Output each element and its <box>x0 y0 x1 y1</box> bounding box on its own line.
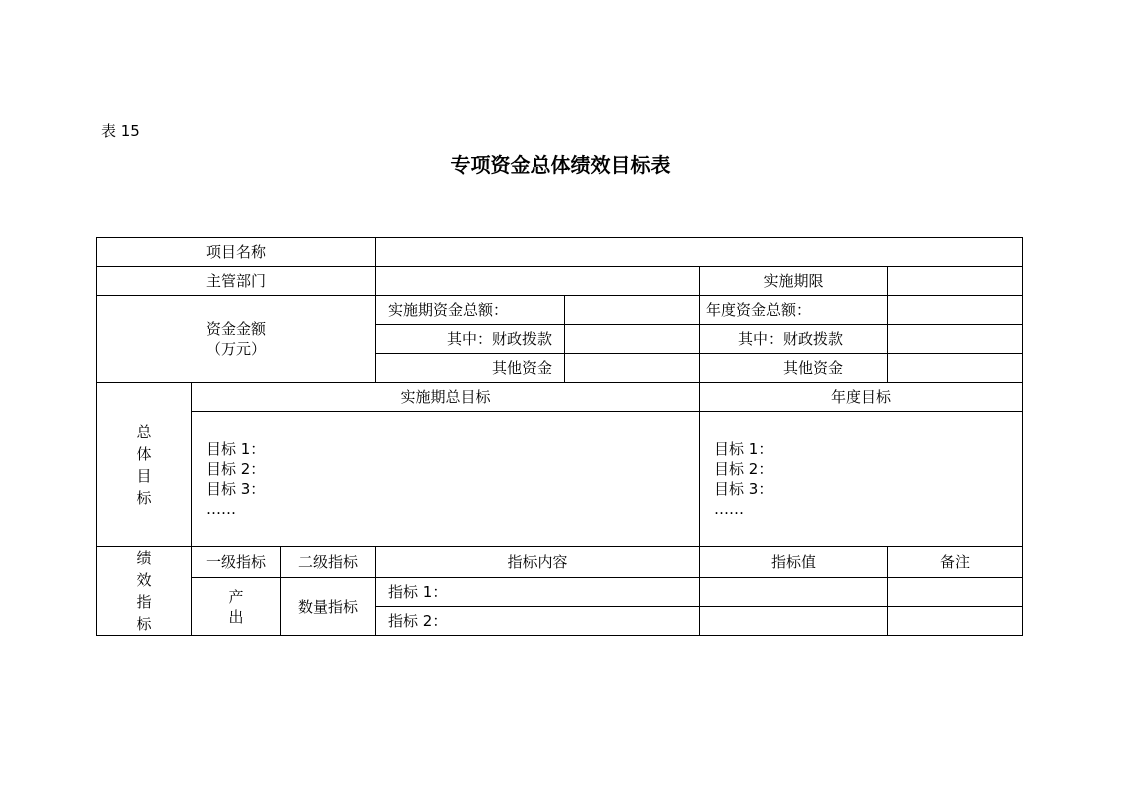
table-number: 表 15 <box>101 122 140 140</box>
row-goal-headers <box>97 383 1023 412</box>
row-funds-total <box>97 296 1023 325</box>
performance-target-table <box>96 237 1023 636</box>
department-label: 主管部门 <box>97 267 376 296</box>
col-content-header: 指标内容 <box>376 547 700 578</box>
period-total-label: 实施期资金总额： <box>376 296 565 325</box>
row-goals <box>97 412 1023 547</box>
indicator-1-content[interactable]: 指标 1： <box>376 578 700 607</box>
annual-goals-cell[interactable] <box>700 412 1023 547</box>
col-note-header: 备注 <box>888 547 1023 578</box>
output-label <box>192 578 281 636</box>
perf-indicator-text: 绩效指标 <box>136 549 152 633</box>
overall-goal-text: 总体目标 <box>136 422 152 507</box>
col-value-header: 指标值 <box>700 547 888 578</box>
annual-other-field[interactable] <box>888 354 1023 383</box>
output-label-line2: 出 <box>228 607 244 626</box>
table-row <box>97 578 1023 607</box>
quantity-label: 数量指标 <box>281 578 376 636</box>
period-goal-1: 目标 1： <box>206 440 266 458</box>
period-goal-2: 目标 2： <box>206 460 266 478</box>
period-total-field[interactable] <box>565 296 700 325</box>
period-field[interactable] <box>888 267 1023 296</box>
annual-total-field[interactable] <box>888 296 1023 325</box>
annual-other-label: 其他资金 <box>700 354 888 383</box>
annual-fiscal-label: 其中：财政拨款 <box>700 325 888 354</box>
indicator-1-note[interactable] <box>888 578 1023 607</box>
indicator-1-value[interactable] <box>700 578 888 607</box>
period-label: 实施期限 <box>700 267 888 296</box>
col-level1-header: 一级指标 <box>192 547 281 578</box>
period-other-field[interactable] <box>565 354 700 383</box>
output-label-line1: 产 <box>228 587 244 606</box>
period-other-label: 其他资金 <box>376 354 565 383</box>
funds-label-line2: （万元） <box>206 340 267 358</box>
project-name-label: 项目名称 <box>97 238 376 267</box>
indicator-2-note[interactable] <box>888 607 1023 636</box>
annual-goal-more: …… <box>714 500 745 518</box>
department-field[interactable] <box>376 267 700 296</box>
funds-label-line1: 资金金额 <box>206 320 267 338</box>
project-name-field[interactable] <box>376 238 1023 267</box>
funds-label <box>97 296 376 383</box>
period-fiscal-label: 其中：财政拨款 <box>376 325 565 354</box>
period-goal-more: …… <box>206 500 236 518</box>
row-indicator-headers <box>97 547 1023 578</box>
annual-goal-3: 目标 3： <box>714 480 774 498</box>
row-project-name <box>97 238 1023 267</box>
period-goals-cell[interactable] <box>192 412 700 547</box>
annual-goal-1: 目标 1： <box>714 440 774 458</box>
overall-goal-label <box>97 383 192 547</box>
annual-goal-2: 目标 2： <box>714 460 774 478</box>
annual-goal-header: 年度目标 <box>700 383 1023 412</box>
col-level2-header: 二级指标 <box>281 547 376 578</box>
indicator-2-content[interactable]: 指标 2： <box>376 607 700 636</box>
indicator-2-value[interactable] <box>700 607 888 636</box>
period-fiscal-field[interactable] <box>565 325 700 354</box>
period-goal-3: 目标 3： <box>206 480 266 498</box>
period-goal-header: 实施期总目标 <box>192 383 700 412</box>
document-title: 专项资金总体绩效目标表 <box>450 153 671 177</box>
perf-indicator-label <box>97 547 192 636</box>
annual-total-label: 年度资金总额： <box>700 296 888 325</box>
row-department <box>97 267 1023 296</box>
annual-fiscal-field[interactable] <box>888 325 1023 354</box>
